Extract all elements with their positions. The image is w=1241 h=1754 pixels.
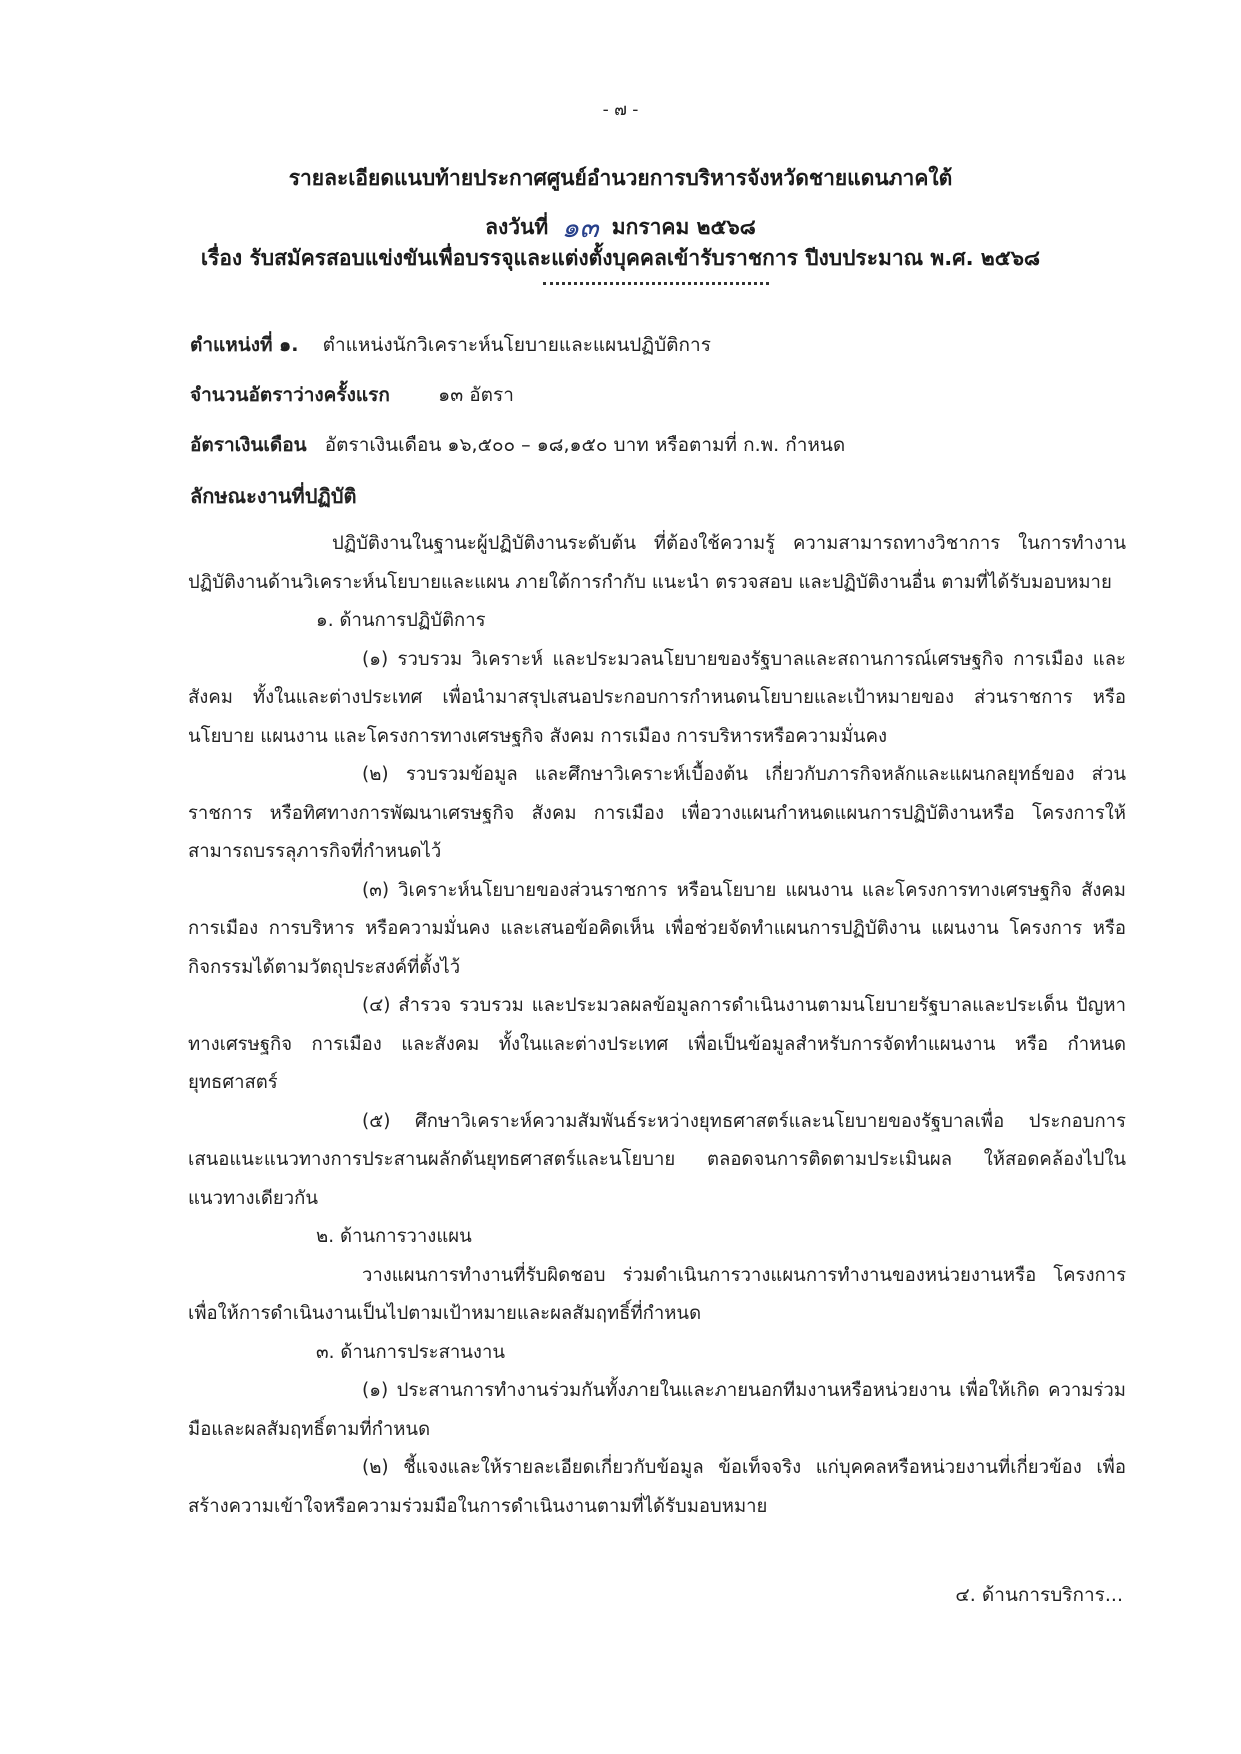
date-month-year: มกราคม ๒๕๖๘	[611, 215, 756, 239]
section1-item-4: (๔) สำรวจ รวบรวม และประมวลผลข้อมูลการดำเนินงานตามนโยบายรัฐบาลและประเด็น ปัญหาทางเศรษฐกิจ การเมือง และสังคม ทั้งในและต่างประเทศ เพื่อเป็นข้อมูลสำหรับการจัดทำแผนงาน หรือ กำหนดยุทธศาสตร์	[188, 995, 1126, 1093]
salary-label: อัตราเงินเดือน	[190, 434, 307, 456]
continuation-note: ๔. ด้านการบริการ...	[955, 1584, 1123, 1606]
date-prefix: ลงวันที่	[485, 215, 549, 239]
section3-item-2: (๒) ชี้แจงและให้รายละเอียดเกี่ยวกับข้อมูล ข้อเท็จจริง แก่บุคคลหรือหน่วยงานที่เกี่ยวข้อง เพื่อสร้างความเข้าใจหรือความร่วมมือในการดำเนินงานตามที่ได้รับมอบหมาย	[188, 1457, 1126, 1517]
section1-title: ๑. ด้านการปฏิบัติการ	[316, 610, 486, 631]
section1-item-1: (๑) รวบรวม วิเคราะห์ และประมวลนโยบายของรัฐบาลและสถานการณ์เศรษฐกิจ การเมือง และสังคม ทั้งในและต่างประเทศ เพื่อนำมาสรุปเสนอประกอบการกำหนดนโยบายและเป้าหมายของ ส่วนราชการ หรือนโยบาย แผนงาน และโครงการทางเศรษฐกิจ สังคม การเมือง การบริหารหรือความมั่นคง	[188, 648, 1126, 747]
duties-title: ลักษณะงานที่ปฏิบัติ	[190, 484, 357, 508]
handwritten-date-day: ๑๓	[561, 211, 599, 244]
section1-item-2: (๒) รวบรวมข้อมูล และศึกษาวิเคราะห์เบื้องต้น เกี่ยวกับภารกิจหลักและแผนกลยุทธ์ของ ส่วนราชการ หรือทิศทางการพัฒนาเศรษฐกิจ สังคม การเมือง เพื่อวางแผนกำหนดแผนการปฏิบัติงานหรือ โครงการให้สามารถบรรลุภารกิจที่กำหนดไว้	[188, 764, 1126, 862]
section2-title: ๒. ด้านการวางแผน	[316, 1226, 472, 1247]
vacancy-label: จำนวนอัตราว่างครั้งแรก	[190, 384, 390, 406]
announcement-title: รายละเอียดแนบท้ายประกาศศูนย์อำนวยการบริหารจังหวัดชายแดนภาคใต้	[288, 166, 953, 190]
duties-body	[188, 525, 1126, 1526]
position-value: ตำแหน่งนักวิเคราะห์นโยบายและแผนปฏิบัติการ	[322, 334, 711, 356]
section3-item-1: (๑) ประสานการทำงานร่วมกันทั้งภายในและภายนอกทีมงานหรือหน่วยงาน เพื่อให้เกิด ความร่วมมือและผลสัมฤทธิ์ตามที่กำหนด	[188, 1380, 1126, 1440]
position-field	[190, 330, 711, 360]
announcement-subject: เรื่อง รับสมัครสอบแข่งขันเพื่อบรรจุและแต่งตั้งบุคคลเข้ารับราชการ ปีงบประมาณ พ.ศ. ๒๕๖๘	[200, 246, 1041, 270]
section1-item-5: (๕) ศึกษาวิเคราะห์ความสัมพันธ์ระหว่างยุทธศาสตร์และนโยบายของรัฐบาลเพื่อ ประกอบการเสนอแนะแนวทางการประสานผลักดันยุทธศาสตร์และนโยบาย ตลอดจนการติดตามประเมินผล ให้สอดคล้องไปในแนวทางเดียวกัน	[188, 1110, 1126, 1209]
position-label: ตำแหน่งที่ ๑.	[190, 334, 299, 356]
section3-title: ๓. ด้านการประสานงาน	[316, 1341, 505, 1363]
intro-paragraph: ปฏิบัติงานในฐานะผู้ปฏิบัติงานระดับต้น ที่ต้องใช้ความรู้ ความสามารถทางวิชาการ ในการทำงาน ปฏิบัติงานด้านวิเคราะห์นโยบายและแผน ภายใต้การกำกับ แนะนำ ตรวจสอบ และปฏิบัติงานอื่น ตามที่ได้รับมอบหมาย	[188, 533, 1126, 593]
section2-text: วางแผนการทำงานที่รับผิดชอบ ร่วมดำเนินการวางแผนการทำงานของหน่วยงานหรือ โครงการ เพื่อให้การดำเนินงานเป็นไปตามเป้าหมายและผลสัมฤทธิ์ที่กำหนด	[188, 1264, 1126, 1324]
section1-item-3: (๓) วิเคราะห์นโยบายของส่วนราชการ หรือนโยบาย แผนงาน และโครงการทางเศรษฐกิจ สังคม การเมือง การบริหาร หรือความมั่นคง และเสนอข้อคิดเห็น เพื่อช่วยจัดทำแผนการปฏิบัติงาน แผนงาน โครงการ หรือ กิจกรรมได้ตามวัตถุประสงค์ที่ตั้งไว้	[188, 879, 1126, 978]
page-number: - ๗ -	[602, 100, 639, 120]
vacancy-field	[190, 380, 514, 410]
salary-value: อัตราเงินเดือน ๑๖,๕๐๐ – ๑๘,๑๕๐ บาท หรือตามที่ ก.พ. กำหนด	[324, 434, 846, 456]
vacancy-value: ๑๓ อัตรา	[438, 384, 514, 406]
salary-field	[190, 430, 845, 460]
dotted-divider	[543, 282, 769, 285]
